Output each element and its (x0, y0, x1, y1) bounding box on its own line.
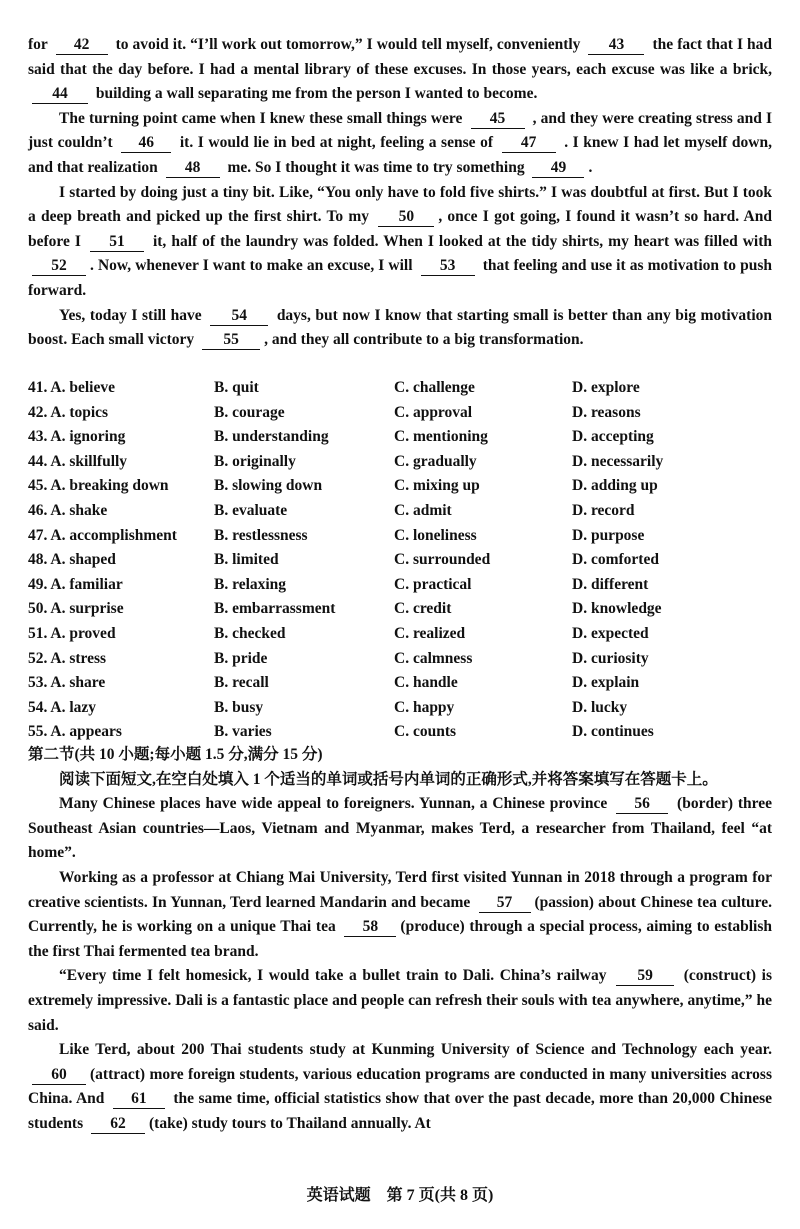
option-choice: D. expected (572, 624, 649, 642)
text: , and they all contribute to a big transformation. (264, 331, 584, 349)
option-choice: C. mentioning (394, 428, 488, 446)
blank-55: 55 (202, 331, 260, 350)
option-choice: B. courage (214, 403, 285, 421)
page-footer: 英语试题 第 7 页(共 8 页) (306, 1187, 494, 1204)
text: Yes, today I still have (59, 306, 202, 324)
text: for (28, 36, 48, 53)
text: I started by doing just a tiny bit. Like, “You only have to fold five shirts.” I was doubtful at first. But I took a deep breath and picked up the first shirt. To my (28, 183, 772, 226)
blank-51: 51 (90, 233, 144, 252)
text: me. So I thought it was time to try something (227, 158, 525, 176)
text: Working as a professor at Chiang Mai University, Terd first visited Yunnan in 2018 through a program for creative scientists. In Yunnan, Terd learned Mandarin and became (28, 868, 772, 911)
text: Many Chinese places have wide appeal to foreigners. Yunnan, a Chinese province (59, 795, 608, 813)
option-choice: D. different (572, 575, 649, 593)
option-choice: 43. A. ignoring (28, 428, 126, 446)
option-choice: 52. A. stress (28, 649, 107, 667)
text: . (588, 158, 593, 176)
text: The turning point came when I knew these small things were (59, 109, 463, 127)
option-choice: D. necessarily (572, 452, 664, 470)
blank-47: 47 (502, 134, 556, 153)
option-choice: B. quit (214, 379, 259, 396)
text: the same time, official statistics show that over the past decade, more than 20,000 Chinese students (28, 1090, 773, 1132)
option-row (28, 376, 772, 401)
option-choice: B. checked (214, 624, 286, 642)
option-choice: B. restlessness (214, 526, 308, 544)
text: days, but now I know that starting small is better than any big motivation boost. Each small victory (28, 306, 773, 349)
text: (construct) is extremely impressive. Dali is a fantastic place and people can refresh their souls with tea anywhere, anytime,” he said. (28, 967, 772, 1034)
text: “Every time I felt homesick, I would take a bullet train to Dali. China’s railway (59, 967, 607, 985)
option-choice: C. realized (394, 624, 466, 642)
option-choice: D. lucky (572, 698, 628, 716)
blank-60: 60 (32, 1066, 86, 1085)
option-choice: 51. A. proved (28, 624, 116, 642)
blank-46: 46 (121, 134, 171, 153)
option-choice: C. credit (394, 600, 452, 618)
section2-paragraph-3 (28, 964, 772, 1038)
option-choice: B. slowing down (214, 477, 323, 495)
blank-54: 54 (210, 307, 268, 326)
option-choice: C. loneliness (394, 526, 477, 544)
option-row (28, 401, 772, 426)
option-choice: D. continues (572, 723, 654, 741)
option-choice: D. knowledge (572, 600, 662, 618)
option-choice: B. recall (214, 674, 269, 692)
text: it, half of the laundry was folded. When I looked at the tidy shirts, my heart was filled with (152, 232, 773, 250)
text: , and they were creating stress and I just couldn’t (28, 109, 773, 152)
option-choice: D. record (572, 501, 635, 519)
blank-49: 49 (532, 159, 584, 178)
option-choice: B. pride (214, 649, 268, 667)
blank-43: 43 (588, 36, 644, 55)
section-2 (28, 743, 772, 1137)
option-choice: C. challenge (394, 379, 475, 396)
option-choice: D. reasons (572, 403, 641, 421)
section2-paragraph-2 (28, 866, 772, 964)
option-choice: 46. A. shake (28, 501, 108, 519)
option-choice: 54. A. lazy (28, 698, 97, 716)
blank-59: 59 (616, 967, 674, 986)
option-choice: D. comforted (572, 551, 659, 569)
section2-paragraph-4 (28, 1038, 772, 1136)
option-choice: D. adding up (572, 477, 658, 495)
passage-paragraph-1 (28, 33, 772, 107)
option-choice: 49. A. familiar (28, 575, 123, 593)
blank-42: 42 (56, 36, 108, 55)
option-choice: 48. A. shaped (28, 551, 116, 569)
option-choice: C. happy (394, 698, 455, 716)
option-choice: 44. A. skillfully (28, 452, 128, 470)
text: that feeling and use it as motivation to push forward. (28, 257, 773, 299)
text: . Now, whenever I want to make an excuse, I will (90, 257, 413, 275)
section-title: 第二节(共 10 小题;每小题 1.5 分,满分 15 分) (28, 746, 323, 763)
option-choice: 45. A. breaking down (28, 477, 169, 495)
option-choice: 53. A. share (28, 674, 106, 692)
option-row (28, 425, 772, 450)
blank-50: 50 (378, 208, 434, 227)
section-instruction: 阅读下面短文,在空白处填入 1 个适当的单词或括号内单词的正确形式,并将答案填写在答题卡上。 (59, 770, 718, 788)
option-choice: 47. A. accomplishment (28, 526, 177, 544)
option-choice: C. handle (394, 674, 458, 692)
text: (attract) more foreign students, various education programs are conducted in many universities across China. And (28, 1065, 772, 1108)
option-choice: B. originally (214, 452, 296, 470)
option-row (28, 573, 772, 598)
option-choice: 55. A. appears (28, 723, 122, 741)
option-row (28, 622, 772, 647)
answer-options (28, 376, 772, 745)
option-choice: B. embarrassment (214, 600, 336, 618)
text: (take) study tours to Thailand annually. At (149, 1114, 431, 1132)
option-choice: C. practical (394, 575, 472, 593)
passage-paragraph-2 (28, 107, 772, 181)
option-row (28, 671, 772, 696)
option-choice: C. calmness (394, 649, 473, 667)
option-choice: D. explore (572, 379, 640, 396)
text: (border) three Southeast Asian countries—Laos, Vietnam and Myanmar, makes Terd, a researcher from Thailand, feel “at home”. (28, 795, 773, 862)
text: building a wall separating me from the person I wanted to become. (95, 85, 538, 103)
option-choice: D. explain (572, 674, 640, 692)
option-choice: C. gradually (394, 452, 477, 470)
option-choice: B. busy (214, 698, 264, 716)
option-row (28, 597, 772, 622)
passage-paragraph-3 (28, 181, 772, 304)
blank-56: 56 (616, 795, 668, 814)
cloze-passage (28, 33, 772, 353)
option-row (28, 450, 772, 475)
option-choice: D. curiosity (572, 649, 649, 667)
option-choice: C. mixing up (394, 477, 480, 495)
blank-58: 58 (344, 918, 396, 937)
text: , once I got going, I found it wasn’t so hard. And before I (28, 208, 772, 250)
option-choice: B. evaluate (214, 501, 288, 519)
blank-44: 44 (32, 85, 88, 104)
option-choice: C. counts (394, 723, 457, 741)
text: Like Terd, about 200 Thai students study at Kunming University of Science and Technology each year. (59, 1041, 772, 1059)
blank-61: 61 (113, 1090, 165, 1109)
text: . I knew I had let myself down, and that realization (28, 134, 772, 176)
option-choice: B. understanding (214, 428, 329, 446)
blank-52: 52 (32, 257, 86, 276)
option-choice: C. surrounded (394, 551, 491, 569)
blank-62: 62 (91, 1115, 145, 1134)
option-choice: 42. A. topics (28, 403, 109, 421)
text: (produce) through a special process, aiming to establish the first Thai fermented tea brand. (28, 918, 773, 960)
text: (passion) about Chinese tea culture. Currently, he is working on a unique Thai tea (28, 893, 773, 936)
option-choice: C. admit (394, 501, 452, 519)
blank-53: 53 (421, 257, 475, 276)
text: it. I would lie in bed at night, feeling a sense of (179, 134, 493, 152)
option-row (28, 524, 772, 549)
option-choice: 41. A. believe (28, 379, 115, 396)
option-row (28, 647, 772, 672)
option-row (28, 720, 772, 745)
option-choice: B. limited (214, 551, 279, 569)
option-choice: C. approval (394, 403, 473, 421)
option-row (28, 548, 772, 573)
blank-48: 48 (166, 159, 220, 178)
option-choice: 50. A. surprise (28, 600, 124, 618)
option-row (28, 474, 772, 499)
option-choice: D. purpose (572, 526, 645, 544)
section2-paragraph-1 (28, 792, 772, 866)
option-row (28, 696, 772, 721)
option-choice: B. varies (214, 723, 272, 741)
blank-57: 57 (479, 894, 531, 913)
text: to avoid it. “I’ll work out tomorrow,” I would tell myself, conveniently (115, 36, 581, 53)
passage-paragraph-4 (28, 304, 772, 353)
option-choice: B. relaxing (214, 575, 287, 593)
option-row (28, 499, 772, 524)
text: the fact that I had said that the day before. I had a mental library of these excuses. In those years, each excuse was like a brick, (28, 36, 773, 78)
option-choice: D. accepting (572, 428, 654, 446)
blank-45: 45 (471, 110, 525, 129)
